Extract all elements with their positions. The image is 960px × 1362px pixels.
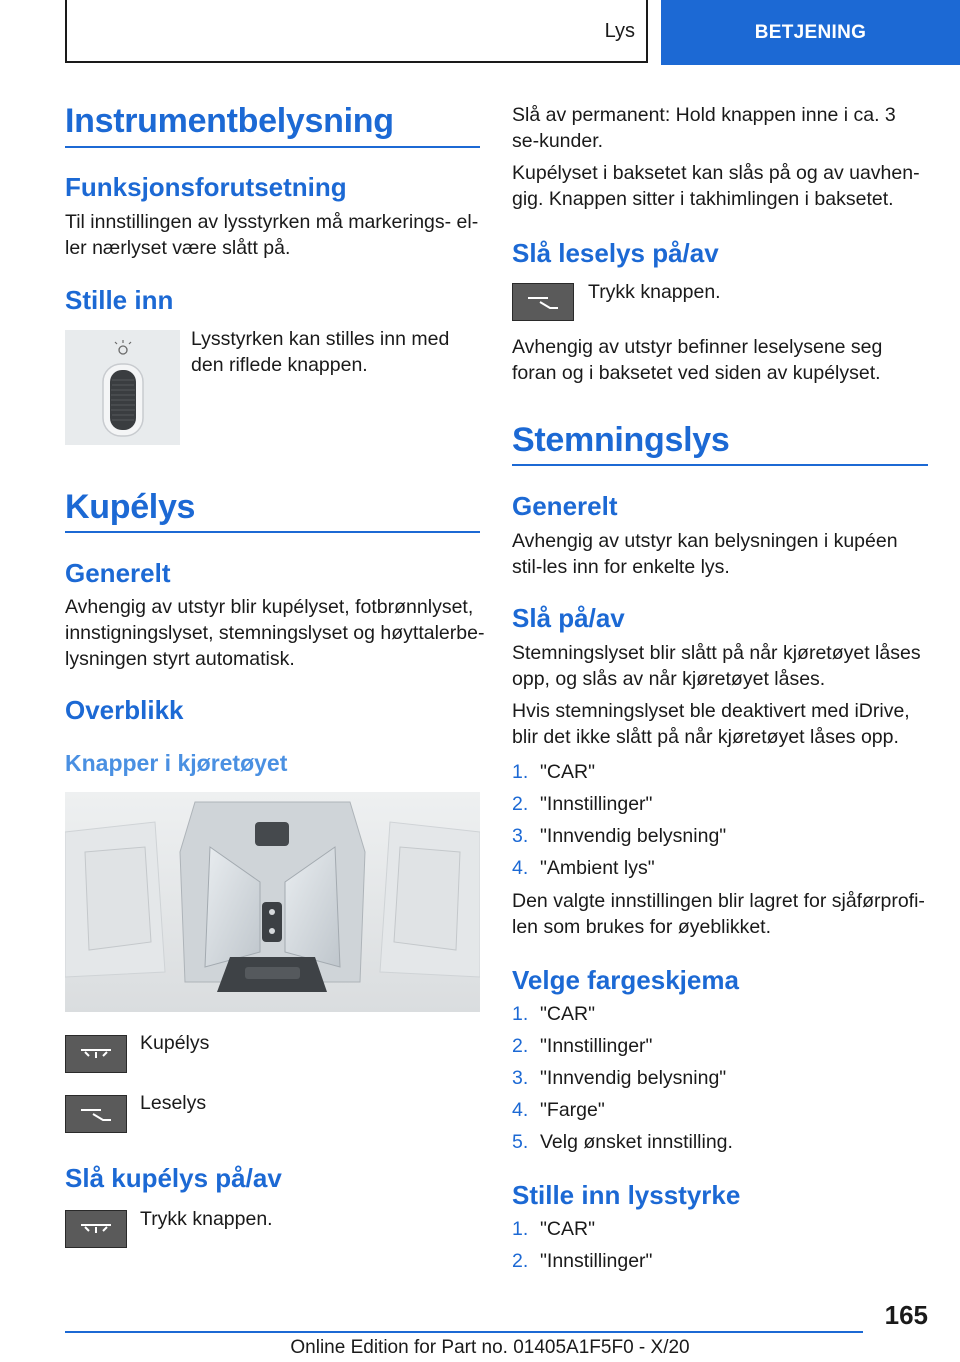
kupelys-icon [65,1035,127,1073]
heading-generelt-stemning: Generelt [512,491,618,521]
heading-overblikk: Overblikk [65,695,184,725]
paragraph-baksete: Kupélyset i baksetet kan slås på og av uavhen-gig. Knappen sitter i takhimlingen i baksetet. [512,162,920,210]
dimmer-knob-image [65,330,180,445]
paragraph-trykk-leselys: Trykk knappen. [588,281,721,303]
heading-sla-kupelys: Slå kupélys på/av [65,1163,282,1193]
list-item: 4. "Ambient lys" [512,857,655,879]
header-section-title: Lys [604,20,635,42]
heading-instrumentbelysning: Instrumentbelysning [65,102,394,140]
paragraph-stille-inn: Lysstyrken kan stilles inn med den riflede knappen. [191,328,450,376]
legend-leselys: Leselys [140,1092,207,1114]
overhead-console-image [65,792,480,1012]
header-chapter-tab[interactable]: BETJENING [661,0,960,65]
leselys-icon [65,1095,127,1133]
heading-knapper: Knapper i kjøretøyet [65,750,288,776]
paragraph-sla-kupelys: Trykk knappen. [140,1208,273,1230]
paragraph-permanent: Slå av permanent: Hold knappen inne i ca. 3 se-kunder. [512,104,896,152]
paragraph-generelt-stemning: Avhengig av utstyr kan belysningen i kupéen stil-les inn for enkelte lys. [512,530,898,578]
paragraph-lagret: Den valgte innstillingen blir lagret for sjåførprofi-len som brukes for øyeblikket. [512,890,925,938]
footer-rule [65,1331,863,1333]
list-item: 4. "Farge" [512,1099,605,1121]
heading-velge-fargeskjema: Velge fargeskjema [512,965,739,995]
heading-funksjonsforutsetning: Funksjonsforutsetning [65,172,347,202]
list-item: 2. "Innstillinger" [512,1250,653,1272]
list-item: 2. "Innstillinger" [512,1035,653,1057]
paragraph-funksjon: Til innstillingen av lysstyrken må markerings- el-ler nærlyset være slått på. [65,211,479,259]
list-item: 1. "CAR" [512,761,596,783]
paragraph-sla-pa-av-1: Stemningslyset blir slått på når kjøretøyet låses opp, og slås av når kjøretøyet låses. [512,642,921,690]
legend-kupelys: Kupélys [140,1032,210,1054]
kupelys-button-icon [65,1210,127,1248]
list-item: 5. Velg ønsket innstilling. [512,1131,733,1153]
heading-rule [512,464,928,466]
page-number: 165 [884,1300,928,1330]
list-lysstyrke [512,1213,652,1277]
list-ambient [512,756,726,884]
list-item: 1. "CAR" [512,1218,596,1240]
heading-sla-leselys: Slå leselys på/av [512,238,719,268]
paragraph-leselys: Avhengig av utstyr befinner leselysene seg foran og i baksetet ved siden av kupélyset. [512,336,883,384]
list-item: 3. "Innvendig belysning" [512,825,727,847]
heading-kupelys: Kupélys [65,488,196,526]
leselys-button-icon [512,283,574,321]
paragraph-sla-pa-av-2: Hvis stemningslyset ble deaktivert med iDrive, blir det ikke slått på når kjøretøyet låses opp. [512,700,910,748]
heading-stemningslys: Stemningslys [512,421,730,459]
footer-edition: Online Edition for Part no. 01405A1F5F0 - X/20 [290,1337,690,1358]
heading-generelt: Generelt [65,558,171,588]
heading-stille-inn: Stille inn [65,285,174,315]
list-item: 3. "Innvendig belysning" [512,1067,727,1089]
list-item: 2. "Innstillinger" [512,793,653,815]
heading-rule [65,146,480,148]
heading-rule [65,531,480,533]
heading-sla-pa-av: Slå på/av [512,603,625,633]
paragraph-generelt: Avhengig av utstyr blir kupélyset, fotbrønnlyset, innstigningslyset, stemningslyset og høyttalerbe-lysningen styrt automatisk. [65,596,485,670]
list-item: 1. "CAR" [512,1003,596,1025]
list-farge [512,998,733,1158]
heading-stille-inn-lysstyrke: Stille inn lysstyrke [512,1180,741,1210]
